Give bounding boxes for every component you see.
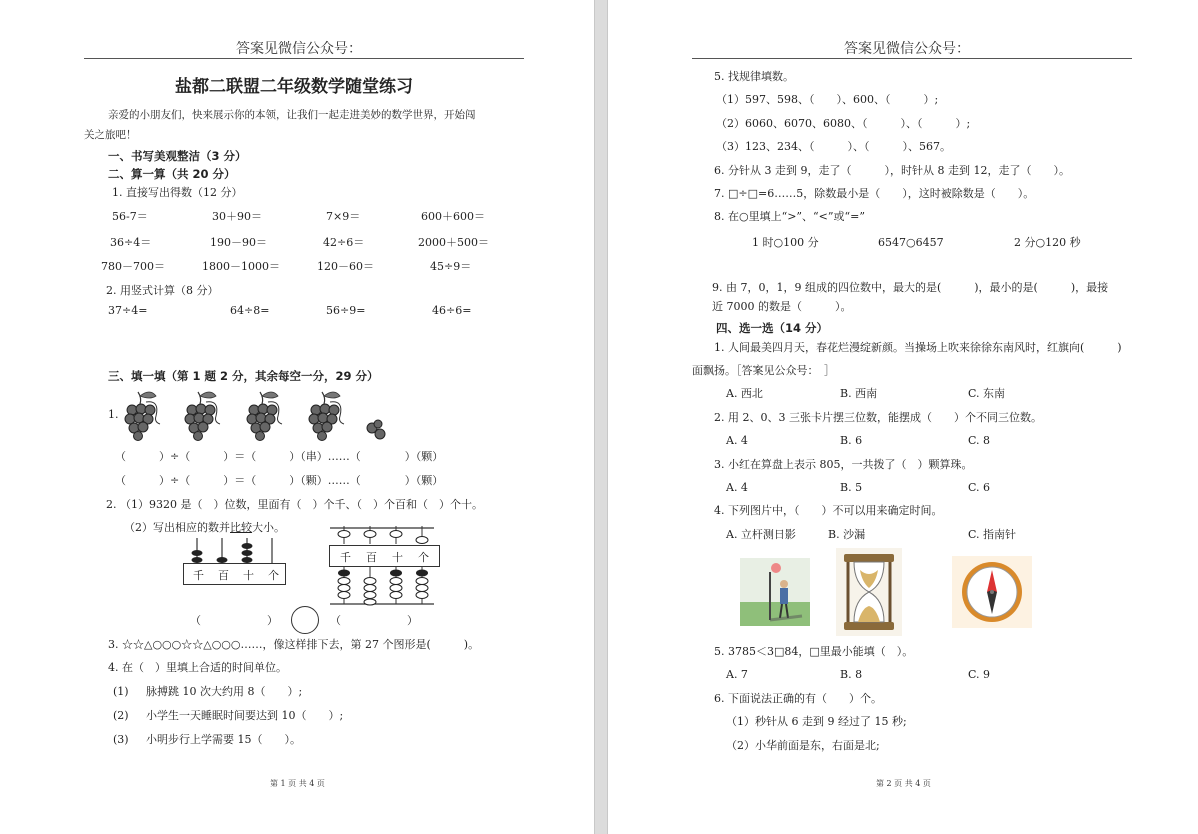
fill1-row-1: （ ）÷（ ）＝（ ）（串）……（ ）（颗） [115, 450, 444, 463]
calc-item: 30＋90＝ [212, 210, 262, 223]
choice-option[interactable]: B. 沙漏 [828, 528, 866, 541]
calc-item: 7×9＝ [326, 210, 361, 223]
q6-text: 6. 分针从 3 走到 9，走了（ ），时针从 8 走到 12，走了（ ）。 [714, 164, 1070, 177]
fill2-underlined: 比较 [230, 521, 252, 534]
compare-blank-left: （ ） [190, 614, 278, 627]
fill4-item-num: (2) [113, 709, 129, 722]
choice-option[interactable]: C. 8 [968, 434, 991, 447]
choice-option[interactable]: B. 5 [840, 481, 863, 494]
page-header: 答案见微信公众号： [844, 41, 970, 57]
fill4-item: 小学生一天睡眠时间要达到 10（ ）; [146, 709, 344, 722]
vertical-item: 46÷6= [432, 304, 472, 317]
page-footer: 第 1 页 共 4 页 [270, 779, 325, 788]
place-label: 个 [418, 551, 429, 564]
section-2-heading: 二、算一算（共 20 分） [108, 167, 236, 181]
calc-item: 2000＋500＝ [418, 236, 489, 249]
q5-item: （1）597、598、（ ）、600、（ ）; [716, 93, 939, 106]
section-3-heading: 三、填一填（第 1 题 2 分，其余每空一分，29 分） [108, 369, 379, 383]
place-label: 千 [340, 551, 351, 564]
header-rule [692, 58, 1132, 59]
q1-title: 1. 直接写出得数（12 分） [112, 186, 243, 199]
page-title: 盐都二联盟二年级数学随堂练习 [175, 77, 413, 97]
fill1-number: 1. [108, 408, 119, 421]
q5-title: 5. 找规律填数。 [714, 70, 794, 83]
choice-option[interactable]: C. 东南 [968, 387, 1006, 400]
place-label: 百 [218, 569, 229, 582]
c4-text: 4. 下列图片中，（ ）不可以用来确定时间。 [714, 504, 943, 517]
choice-option[interactable]: A. 西北 [726, 387, 763, 400]
choice-option[interactable]: B. 西南 [840, 387, 878, 400]
q8-item: 6547○6457 [878, 236, 944, 249]
c6-text: 6. 下面说法正确的有（ ）个。 [714, 692, 882, 705]
fill4-item-num: (3) [113, 733, 129, 746]
c5-text: 5. 3785＜3□84，□里最小能填（ ）。 [714, 645, 914, 658]
c1-line-2: 面飘扬。［答案见公众号： ］ [692, 364, 835, 377]
page-1 [0, 0, 594, 834]
place-label: 十 [243, 569, 254, 582]
q5-item: （3）123、234、（ ）、（ ）、567。 [716, 140, 951, 153]
q2-title: 2. 用竖式计算（8 分） [106, 284, 219, 297]
fill4-item-num: (1) [113, 685, 129, 698]
grape-bunch-icon [185, 392, 220, 441]
fill2-text: （2）写出相应的数并 [124, 521, 230, 534]
compass-picture [952, 556, 1032, 628]
grape-bunch-icon [247, 392, 282, 441]
fill4-text: 4. 在（ ）里填上合适的时间单位。 [108, 661, 287, 674]
hourglass-picture [836, 548, 902, 636]
page-header: 答案见微信公众号： [236, 41, 362, 57]
calc-item: 45÷9＝ [430, 260, 472, 273]
place-label: 百 [366, 551, 377, 564]
fill2-text-end: 大小。 [252, 521, 285, 534]
loose-grape-icon [374, 420, 382, 428]
q8-item: 2 分○120 秒 [1014, 236, 1081, 249]
calc-item: 120－60＝ [317, 260, 374, 273]
c1-line-1: 1. 人间最美四月天，春花烂漫绽新颜。当操场上吹来徐徐东南风时，红旗向( ) [714, 341, 1122, 354]
choice-option[interactable]: C. 指南针 [968, 528, 1017, 541]
place-label: 个 [268, 569, 279, 582]
fill4-item: 脉搏跳 10 次大约用 8（ ）; [146, 685, 303, 698]
abacus-left-labels [183, 563, 286, 585]
sundial-pole-picture [740, 558, 810, 626]
intro-line-1: 亲爱的小朋友们，快来展示你的本领，让我们一起走进美妙的数学世界，开始闯 [108, 109, 476, 121]
calc-item: 600＋600＝ [421, 210, 485, 223]
page-2 [608, 0, 1198, 834]
choice-option[interactable]: A. 4 [726, 481, 748, 494]
c6-item: （2）小华前面是东，右面是北; [726, 739, 880, 752]
place-label: 千 [193, 569, 204, 582]
page-gutter [594, 0, 608, 834]
choice-option[interactable]: A. 7 [726, 668, 748, 681]
section-4-heading: 四、选一选（14 分） [716, 321, 829, 335]
q9-line-2: 近 7000 的数是（ ）。 [712, 300, 852, 313]
fill3-text: 3. ☆☆△○○○☆☆△○○○……，像这样排下去，第 27 个图形是( )。 [108, 638, 480, 651]
q8-text: 8. 在○里填上“>”、“<”或“=” [714, 210, 865, 223]
vertical-item: 37÷4= [108, 304, 148, 317]
loose-grape-icon [375, 429, 385, 439]
fill2-line-2 [124, 521, 285, 535]
calc-item: 42÷6＝ [323, 236, 365, 249]
c2-text: 2. 用 2、0、3 三张卡片摆三位数，能摆成（ ）个不同三位数。 [714, 411, 1042, 424]
c3-text: 3. 小红在算盘上表示 805，一共拨了（ ）颗算珠。 [714, 458, 973, 471]
choice-option[interactable]: C. 9 [968, 668, 991, 681]
page-footer: 第 2 页 共 4 页 [876, 779, 931, 788]
compare-circle[interactable] [291, 606, 319, 634]
q9-line-1: 9. 由 7，0，1，9 组成的四位数中，最大的是( )，最小的是( )，最接 [712, 281, 1109, 294]
choice-option[interactable]: B. 8 [840, 668, 863, 681]
choice-option[interactable]: A. 4 [726, 434, 748, 447]
calc-item: 36÷4＝ [110, 236, 152, 249]
abacus-left [184, 536, 286, 566]
header-rule [84, 58, 524, 59]
compare-blank-right: （ ） [330, 614, 418, 627]
section-1-heading: 一、书写美观整洁（3 分） [108, 149, 247, 163]
q7-text: 7. □÷□=6……5，除数最小是（ ），这时被除数是（ ）。 [714, 187, 1035, 200]
fill1-row-2: （ ）÷（ ）＝（ ）（颗）……（ ）（颗） [115, 474, 444, 487]
fill4-item: 小明步行上学需要 15（ ）。 [146, 733, 301, 746]
q5-item: （2）6060、6070、6080、（ ）、（ ）; [716, 117, 971, 130]
grape-bunch-icon [309, 392, 344, 441]
abacus-right-labels [329, 545, 440, 567]
vertical-item: 56÷9= [326, 304, 366, 317]
calc-item: 56-7＝ [112, 210, 148, 223]
vertical-item: 64÷8= [230, 304, 270, 317]
q8-item: 1 时○100 分 [752, 236, 819, 249]
choice-option[interactable]: B. 6 [840, 434, 863, 447]
place-label: 十 [392, 551, 403, 564]
grapes-illustration [120, 388, 400, 444]
choice-option[interactable]: C. 6 [968, 481, 991, 494]
choice-option[interactable]: A. 立杆测日影 [726, 528, 796, 541]
grape-bunch-icon [125, 392, 160, 441]
calc-item: 190－90＝ [210, 236, 267, 249]
c6-item: （1）秒针从 6 走到 9 经过了 15 秒; [726, 715, 907, 728]
calc-item: 1800－1000＝ [202, 260, 280, 273]
intro-line-2: 关之旅吧！ [84, 129, 137, 141]
calc-item: 780－700＝ [101, 260, 165, 273]
fill2-line-1: 2. （1）9320 是（ ）位数，里面有（ ）个千、（ ）个百和（ ）个十。 [106, 498, 483, 511]
